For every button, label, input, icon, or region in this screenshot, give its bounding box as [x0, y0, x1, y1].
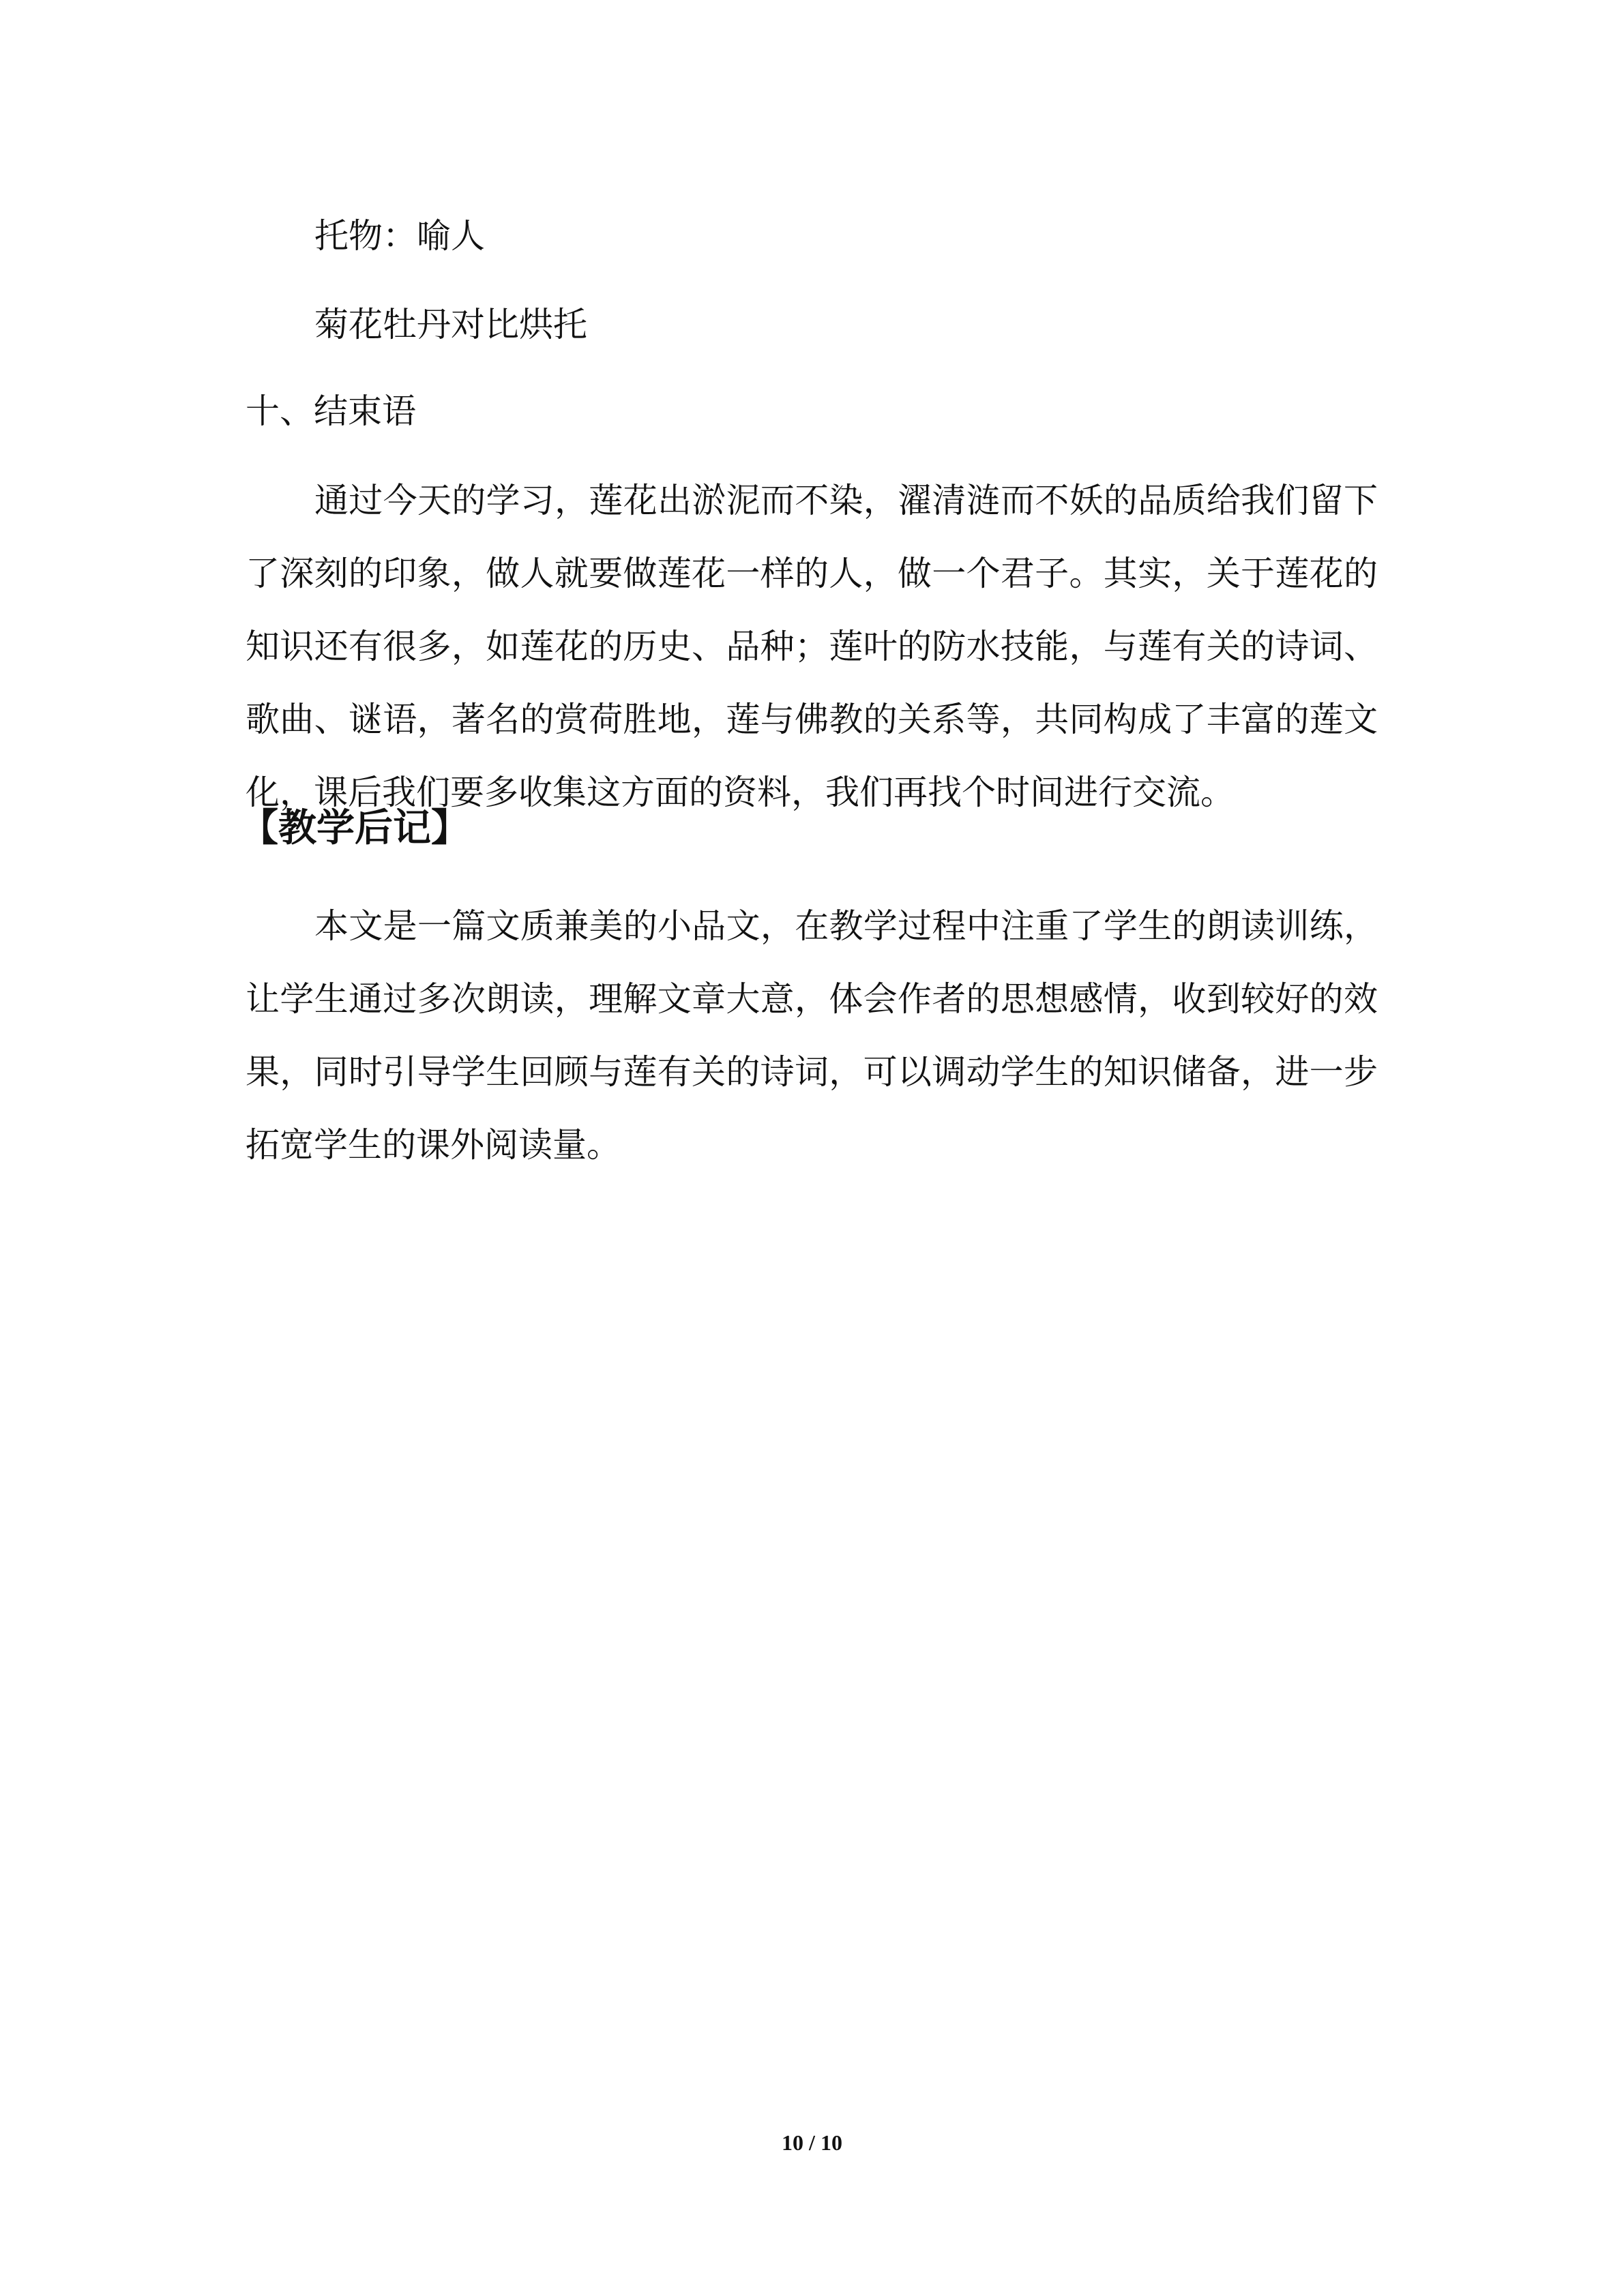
page-number: 10 / 10 — [782, 2130, 842, 2155]
tuowu-line: 托物：喻人 — [314, 216, 485, 256]
postscript-heading: 【教学后记】 — [240, 806, 469, 850]
conclusion-paragraph: 通过今天的学习，莲花出淤泥而不染，濯清涟而不妖的品质给我们留下了深刻的印象，做人就要做莲花一样的人，做一个君子。其实，关于莲花的知识还有很多，如莲花的历史、品种；莲叶的防水技能，与莲有关的诗词、歌曲、谜语，著名的赏荷胜地，莲与佛教的关系等，共同构成了丰富的莲文化，课后我们要多收集这方面的资料，我们再找个时间进行交流。 — [246, 481, 1378, 812]
juhua-line: 菊花牡丹对比烘托 — [314, 305, 587, 344]
section-ten-title: 十、结束语 — [246, 391, 416, 431]
postscript-paragraph: 本文是一篇文质兼美的小品文，在教学过程中注重了学生的朗读训练，让学生通过多次朗读，理解文章大意，体会作者的思想感情，收到较好的效果，同时引导学生回顾与莲有关的诗词，可以调动学生的知识储备，进一步拓宽学生的课外阅读量。 — [246, 906, 1378, 1165]
